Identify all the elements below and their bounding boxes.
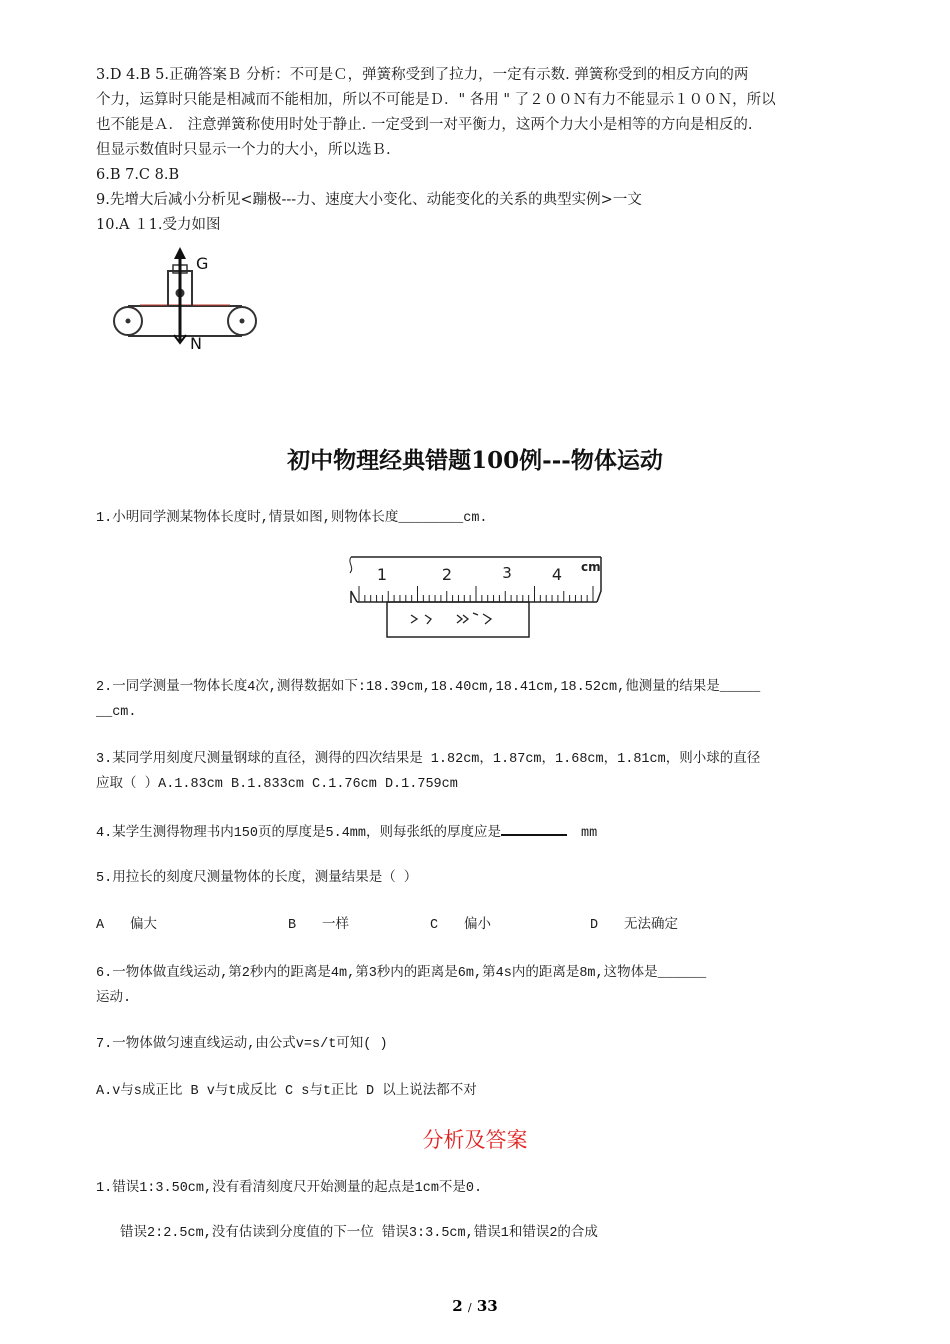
analysis-1: 1.错误1:3.50cm,没有看清刻度尺开始测量的起点是1cm不是0. [96,1181,483,1196]
answer-line: 个力，运算时只能是相减而不能相加，所以不可能是Ｄ．" 各用 " 了２００Ｎ有力不能显示１００Ｎ，所以 [96,92,776,108]
ruler-figure [345,553,607,641]
ruler-label-1: 1 [376,565,388,584]
section-title: 初中物理经典错题100例---物体运动 [287,447,663,474]
question-7: 7.一物体做匀速直线运动,由公式v=s/t可知( ) [96,1037,388,1052]
answer-line: 6.B 7.C 8.B [96,167,180,183]
answer-line: 但显示数值时只显示一个力的大小，所以选Ｂ. [96,142,391,158]
page-number [0,1297,950,1315]
q5-option-b-letter: B [288,918,297,933]
g-arrow-head [174,247,186,259]
ruler-unit-label: cm [581,560,601,574]
answer-line: 9.先增大后减小分析见<蹦极---力、速度大小变化、动能变化的关系的典型实例>一文 [96,192,642,208]
question-3: 3.某同学用刻度尺测量钢球的直径，测得的四次结果是 1.82cm，1.87cm，1.68cm，1.81cm，则小球的直径 [96,752,761,767]
analysis-title: 分析及答案 [422,1128,528,1152]
question-4-text: 4.某学生测得物理书内150页的厚度是5.4mm，则每张纸的厚度应是 [96,826,502,841]
page-total: 33 [476,1297,498,1315]
question-6: 6.一物体做直线运动,第2秒内的距离是4m,第3秒内的距离是6m,第4s内的距离是8m,这物体是______ [96,966,707,981]
answer-line: 10.A １1.受力如图 [96,217,221,233]
q5-option-b-text: 一样 [322,918,349,933]
ruler-label-3: 3 [502,564,512,582]
ruler-label-2: 2 [441,565,453,584]
answer-line: 3.D 4.B 5.正确答案Ｂ 分析：不可是Ｃ，弹簧称受到了拉力，一定有示数. 弹簧称受到的相反方向的两 [96,67,749,83]
page-current: 2 [452,1297,463,1315]
page-separator: / [467,1301,472,1314]
force-diagram-figure [110,245,270,355]
question-1: 1.小明同学测某物体长度时,情景如图,则物体长度________cm. [96,511,488,526]
q5-option-d-letter: D [590,918,599,933]
q5-option-c-letter: C [430,918,439,933]
ruler-left-end [351,591,357,603]
question-4-unit: mm [581,826,598,841]
ruler-ticks [359,586,593,602]
question-2: 2.一同学测量一物体长度4次,测得数据如下:18.39cm,18.40cm,18.41cm,18.52cm,他测量的结果是_____ [96,680,761,695]
measured-object [387,602,529,637]
question-5: 5.用拉长的刻度尺测量物体的长度，测量结果是（ ） [96,871,418,886]
answer-line: 也不能是Ａ． 注意弹簧称使用时处于静止. 一定受到一对平衡力，这两个力大小是相等的方向是相反的. [96,117,753,133]
object-markings [411,613,491,624]
question-5-options [96,914,858,938]
label-n: N [190,334,202,353]
analysis-2: 错误2:2.5cm,没有估读到分度值的下一位 错误3:3.5cm,错误1和错误2的合成 [120,1226,598,1241]
q5-option-a-letter: A [96,918,105,933]
q5-option-c-text: 偏小 [464,918,491,933]
question-6-cont: 运动. [96,991,132,1006]
q5-option-a-text: 偏大 [130,918,157,933]
ruler-left-break [350,557,352,573]
question-7-options: A.v与s成正比 B v与t成反比 C s与t正比 D 以上说法都不对 [96,1084,477,1099]
q5-option-d-text: 无法确定 [624,918,678,933]
ruler-label-4: 4 [551,565,563,584]
question-4 [96,820,858,846]
question-3-options: 应取（ ）A.1.83cm B.1.833cm C.1.76cm D.1.759cm [96,777,458,792]
question-2-cont: __cm. [96,705,137,720]
question-4-blank [501,820,567,836]
left-roller-axle [126,319,131,324]
right-roller-axle [240,319,245,324]
label-g: G [196,254,209,273]
